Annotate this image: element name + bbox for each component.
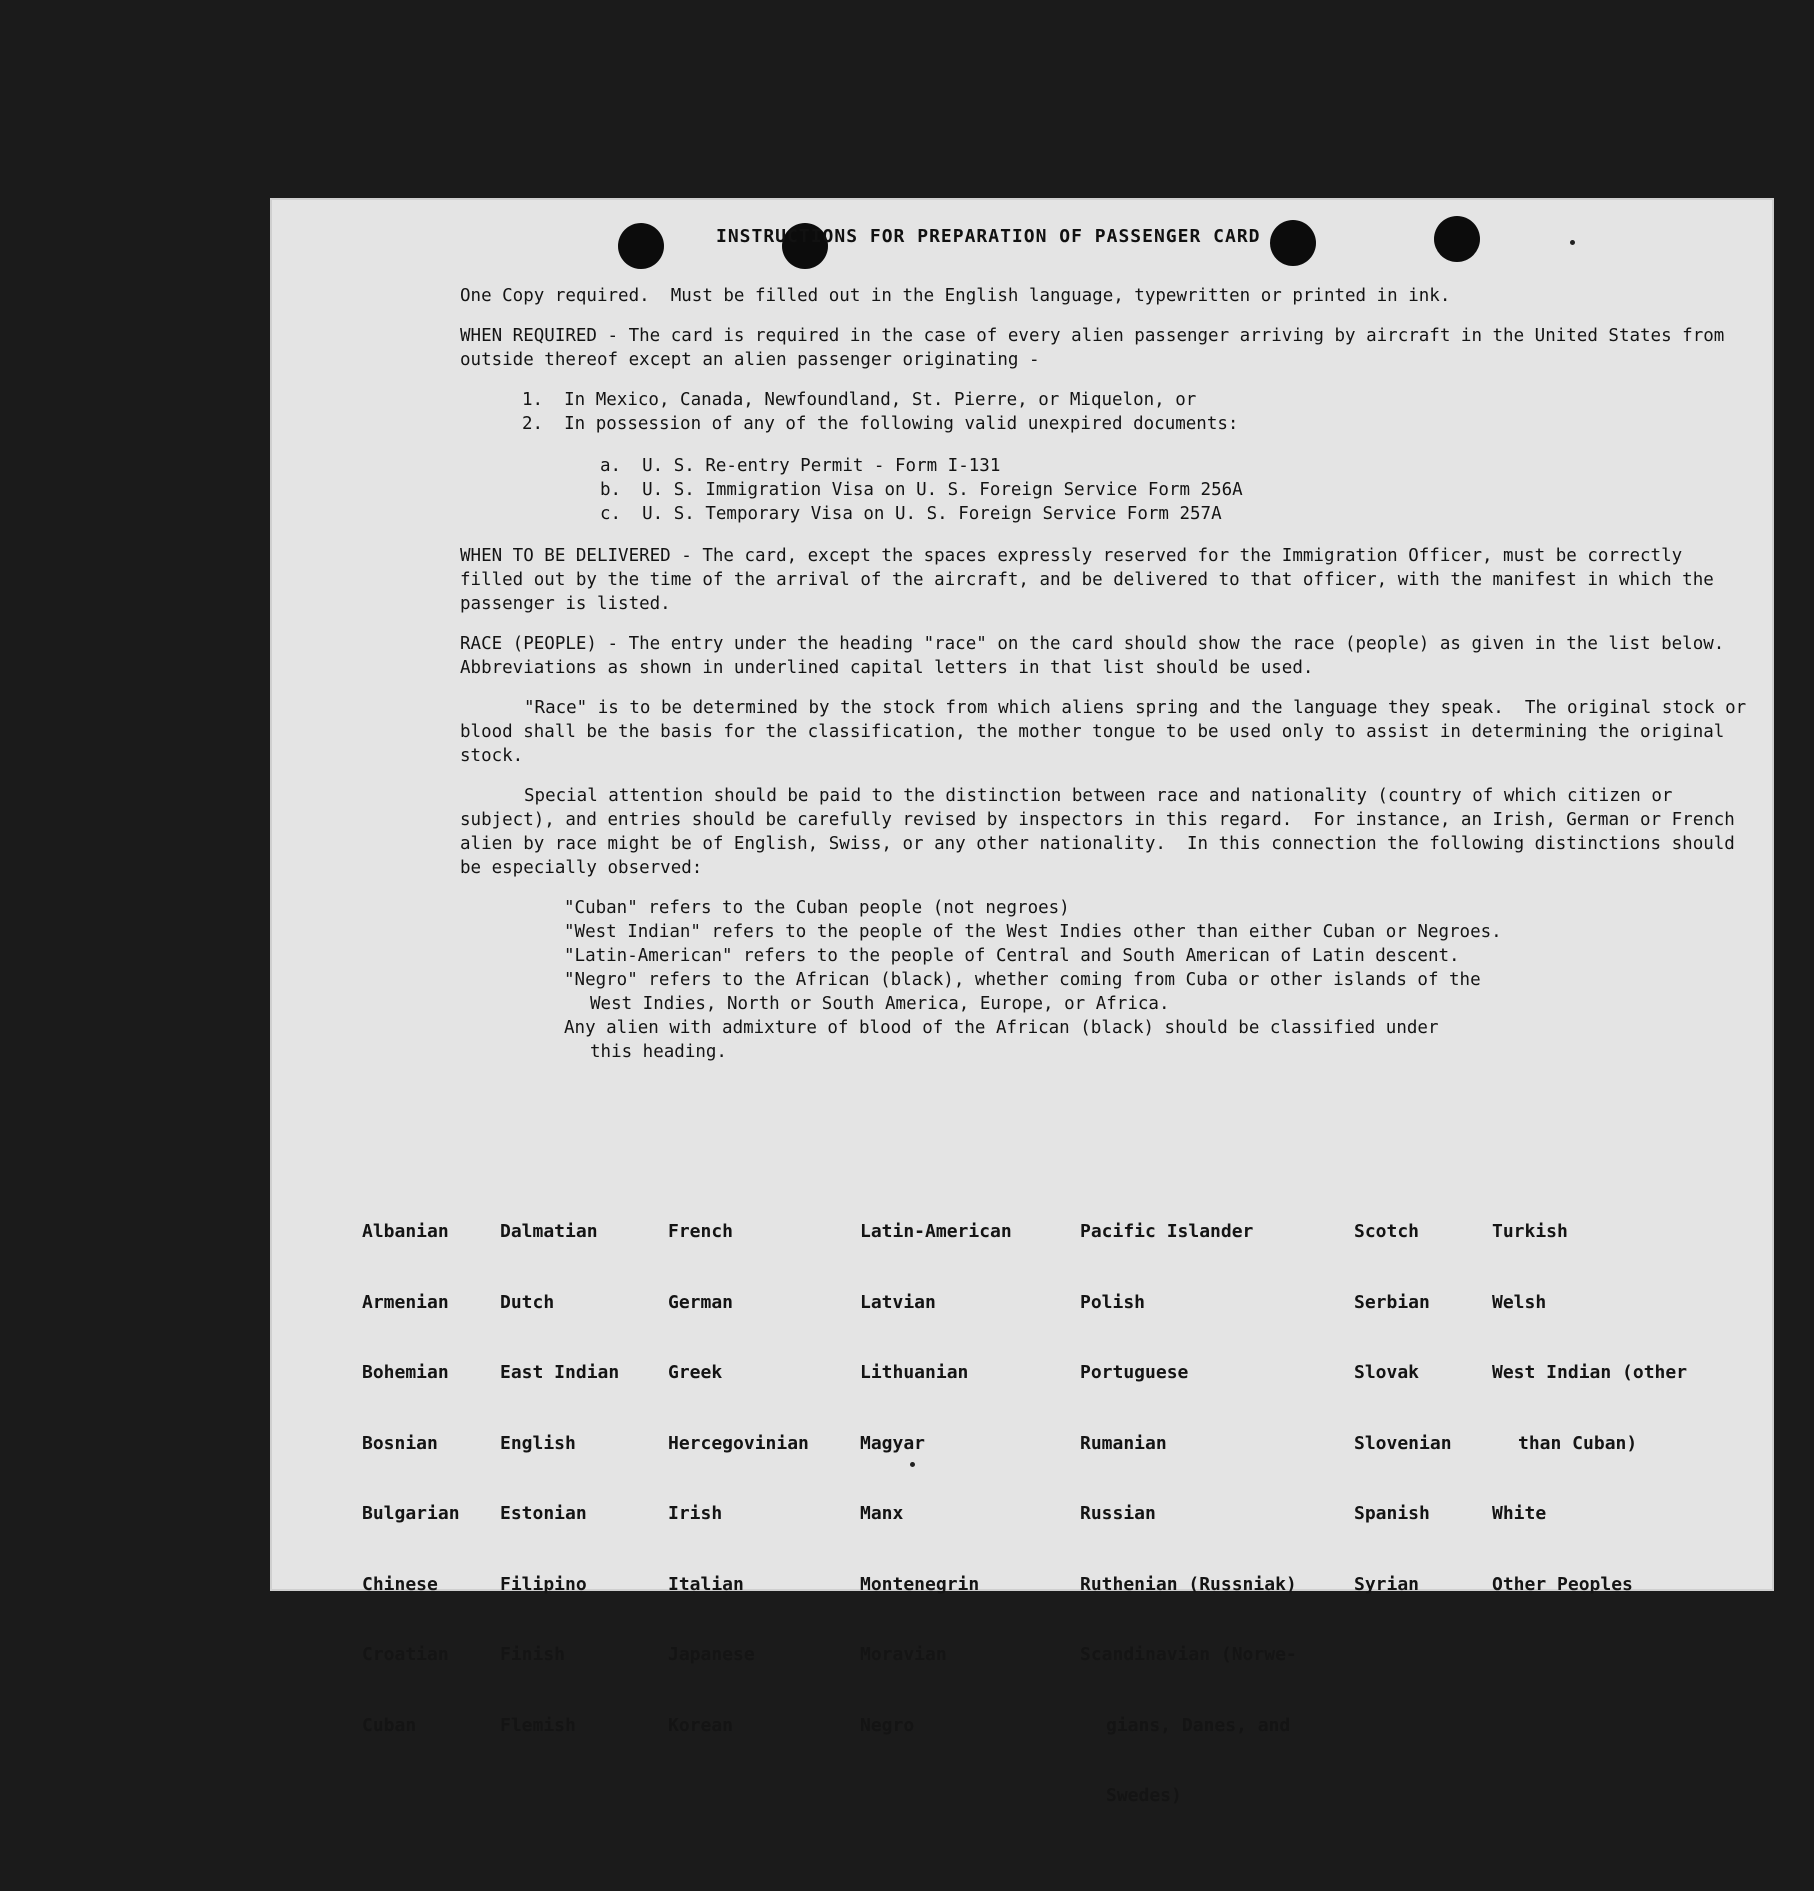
when-delivered-paragraph: WHEN TO BE DELIVERED - The card, except the spaces expressly reserved for the Immigration Officer, must be correctly filled out by the time of the arrival of the aircraft, and be delivered to that officer, with the manifest in which the passenger is listed. xyxy=(460,546,1725,614)
race-definitions xyxy=(460,896,1750,1064)
race-entry: Bosnian xyxy=(362,1432,438,1454)
race-entry: Dutch xyxy=(500,1291,555,1313)
list-item: 2. In possession of any of the following valid unexpired documents: xyxy=(522,414,1239,434)
race-entry: Ruthenian (Russniak) xyxy=(1080,1573,1297,1595)
race-entry: Slovenian xyxy=(1354,1432,1452,1454)
race-entry: German xyxy=(668,1291,734,1313)
definition-line: "West Indian" refers to the people of the West Indies other than either Cuban or Negroes. xyxy=(564,922,1502,942)
race-entry: Scandinavian (Norwe- xyxy=(1080,1644,1297,1665)
speck-mark xyxy=(1570,240,1575,245)
punch-hole xyxy=(618,223,664,269)
race-entry: East Indian xyxy=(500,1362,620,1383)
race-entry: Latin-American xyxy=(860,1221,1012,1242)
race-column xyxy=(668,1173,809,1784)
race-entry: Japanese xyxy=(668,1644,755,1665)
race-entry: Russian xyxy=(1080,1503,1156,1524)
race-paragraph-2: "Race" is to be determined by the stock from which aliens spring and the language they speak. The original stock or blood shall be the basis for the classification, the mother tongue to be used only to assist in determining the original stock. xyxy=(460,698,1757,766)
exception-list xyxy=(460,388,1750,436)
race-entry: Korean xyxy=(668,1714,734,1736)
race-paragraph-1: RACE (PEOPLE) - The entry under the heading "race" on the card should show the race (people) as given in the list below. Abbreviations as shown in underlined capital letters in that list should be used. xyxy=(460,634,1746,678)
race-entry: Pacific Islander xyxy=(1080,1221,1254,1242)
race-entry: French xyxy=(668,1221,734,1242)
race-entry: than Cuban) xyxy=(1518,1432,1638,1454)
intro-paragraph: One Copy required. Must be filled out in the English language, typewritten or printed in ink. xyxy=(460,286,1451,306)
race-entry: Moravian xyxy=(860,1644,947,1665)
document-body xyxy=(460,284,1757,1064)
race-entry: Syrian xyxy=(1354,1573,1420,1595)
race-entry: English xyxy=(500,1432,576,1454)
list-item: a. U. S. Re-entry Permit - Form I-131 xyxy=(600,456,1001,476)
punch-hole xyxy=(1434,216,1480,262)
race-entry: Scotch xyxy=(1354,1221,1420,1242)
race-entry: Welsh xyxy=(1492,1291,1547,1313)
race-entry: gians, Danes, and xyxy=(1106,1714,1291,1736)
race-entry: White xyxy=(1492,1503,1547,1524)
definition-line: "Cuban" refers to the Cuban people (not negroes) xyxy=(564,898,1070,918)
race-column xyxy=(500,1173,619,1784)
definition-line: "Latin-American" refers to the people of Central and South American of Latin descent. xyxy=(564,946,1460,966)
race-entry: Portuguese xyxy=(1080,1362,1189,1383)
race-entry: Filipino xyxy=(500,1573,587,1595)
race-entry: Armenian xyxy=(362,1291,449,1313)
race-entry: Serbian xyxy=(1354,1291,1430,1313)
document-title: INSTRUCTIONS FOR PREPARATION OF PASSENGER CARD xyxy=(716,226,1261,247)
race-entry: Greek xyxy=(668,1362,723,1383)
race-entry: Flemish xyxy=(500,1714,576,1736)
race-entry: Cuban xyxy=(362,1714,417,1736)
race-entry: Finish xyxy=(500,1644,566,1665)
race-entry: Negro xyxy=(860,1714,915,1736)
race-column xyxy=(1492,1173,1687,1643)
race-entry: Other Peoples xyxy=(1492,1573,1633,1595)
race-entry: Manx xyxy=(860,1503,904,1524)
race-entry: Albanian xyxy=(362,1221,449,1242)
race-entry: Swedes) xyxy=(1106,1785,1182,1806)
race-entry: Latvian xyxy=(860,1291,936,1313)
race-paragraph-3: Special attention should be paid to the distinction between race and nationality (country of which citizen or subject), and entries should be carefully revised by inspectors in this regard. For instance, an Irish, German or French alien by race might be of English, Swiss, or any other nationality. In this connection the following distinctions should be especially observed: xyxy=(460,786,1746,878)
definition-line: "Negro" refers to the African (black), whether coming from Cuba or other islands of the xyxy=(564,970,1481,990)
race-column xyxy=(1354,1173,1452,1643)
race-entry: Montenegrin xyxy=(860,1573,980,1595)
race-entry: Spanish xyxy=(1354,1503,1430,1524)
definition-line: West Indies, North or South America, Europe, or Africa. xyxy=(590,994,1170,1014)
speck-mark xyxy=(910,1462,915,1467)
race-entry: Bohemian xyxy=(362,1362,449,1383)
race-entry: Chinese xyxy=(362,1573,438,1595)
definition-line: Any alien with admixture of blood of the African (black) should be classified under xyxy=(564,1018,1439,1038)
definition-line: this heading. xyxy=(590,1042,727,1062)
race-entry: Bulgarian xyxy=(362,1503,460,1524)
when-required-paragraph: WHEN REQUIRED - The card is required in the case of every alien passenger arriving by aircraft in the United States from outside thereof except an alien passenger originating - xyxy=(460,326,1735,370)
race-column xyxy=(362,1173,460,1784)
race-entry: Irish xyxy=(668,1503,723,1524)
race-entry: Polish xyxy=(1080,1291,1146,1313)
race-entry: Turkish xyxy=(1492,1221,1568,1242)
list-item: 1. In Mexico, Canada, Newfoundland, St. Pierre, or Miquelon, or xyxy=(522,390,1197,410)
race-entry: Croatian xyxy=(362,1644,449,1665)
race-column xyxy=(860,1173,1012,1784)
document-sublist xyxy=(460,454,1750,526)
race-column xyxy=(1080,1173,1297,1855)
race-entry: Estonian xyxy=(500,1503,587,1524)
race-entry: Slovak xyxy=(1354,1362,1420,1383)
list-item: b. U. S. Immigration Visa on U. S. Foreign Service Form 256A xyxy=(600,480,1243,500)
race-entry: Lithuanian xyxy=(860,1362,969,1383)
list-item: c. U. S. Temporary Visa on U. S. Foreign Service Form 257A xyxy=(600,504,1222,524)
scanned-document-page xyxy=(270,198,1774,1806)
race-entry: Rumanian xyxy=(1080,1432,1167,1454)
race-entry: Italian xyxy=(668,1573,744,1595)
punch-hole xyxy=(1270,220,1316,266)
race-entry: West Indian (other xyxy=(1492,1362,1688,1383)
race-entry: Dalmatian xyxy=(500,1221,598,1242)
race-entry: Hercegovinian xyxy=(668,1432,809,1454)
race-entry: Magyar xyxy=(860,1432,926,1454)
